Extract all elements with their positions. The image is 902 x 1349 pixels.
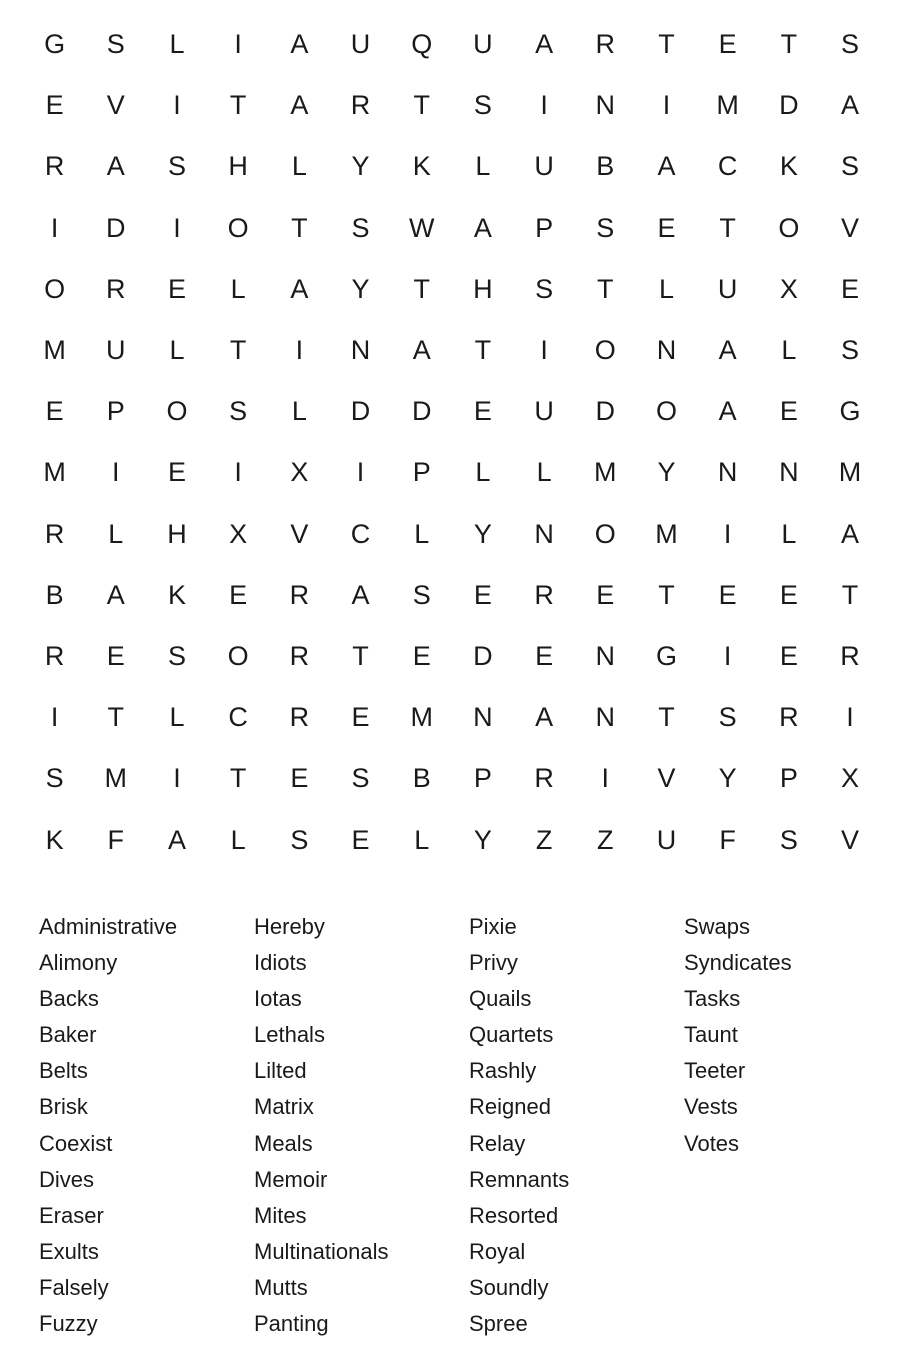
grid-letter[interactable]: I bbox=[540, 335, 548, 366]
grid-letter[interactable]: T bbox=[658, 702, 675, 733]
grid-letter[interactable]: T bbox=[229, 335, 247, 366]
grid-letter[interactable]: S bbox=[351, 763, 370, 794]
grid-letter[interactable]: G bbox=[839, 396, 861, 427]
grid-letter[interactable]: R bbox=[595, 29, 616, 60]
grid-letter[interactable]: E bbox=[473, 579, 492, 610]
grid-letter[interactable]: N bbox=[473, 702, 493, 733]
grid-letter[interactable]: F bbox=[107, 824, 125, 855]
grid-letter[interactable]: N bbox=[779, 457, 799, 488]
grid-letter[interactable]: E bbox=[45, 90, 64, 121]
grid-letter[interactable]: T bbox=[107, 702, 125, 733]
grid-letter[interactable]: U bbox=[717, 273, 738, 304]
grid-letter[interactable]: E bbox=[229, 579, 248, 610]
grid-letter[interactable]: I bbox=[540, 90, 548, 121]
grid-letter[interactable]: C bbox=[717, 151, 738, 182]
grid-letter[interactable]: V bbox=[841, 212, 860, 243]
grid-letter[interactable]: N bbox=[595, 90, 616, 121]
grid-letter[interactable]: E bbox=[351, 824, 370, 855]
grid-letter[interactable]: S bbox=[596, 212, 615, 243]
grid-letter[interactable]: S bbox=[351, 212, 370, 243]
grid-letter[interactable]: F bbox=[719, 824, 736, 855]
grid-letter[interactable]: E bbox=[351, 702, 370, 733]
grid-letter[interactable]: H bbox=[473, 273, 493, 304]
grid-letter[interactable]: V bbox=[841, 824, 860, 855]
word-list-item: Quartets bbox=[469, 1022, 554, 1048]
grid-letter[interactable]: I bbox=[50, 702, 59, 733]
grid-letter[interactable]: N bbox=[350, 335, 371, 366]
grid-letter[interactable]: R bbox=[534, 579, 554, 610]
grid-letter[interactable]: D bbox=[779, 90, 799, 121]
grid-letter[interactable]: S bbox=[106, 29, 125, 60]
word-list-item: Pixie bbox=[469, 914, 517, 939]
grid-letter[interactable]: S bbox=[167, 640, 186, 671]
grid-letter[interactable]: I bbox=[295, 335, 304, 366]
grid-letter[interactable]: A bbox=[535, 702, 554, 733]
grid-letter[interactable]: L bbox=[475, 151, 491, 182]
grid-letter[interactable]: N bbox=[656, 335, 677, 366]
grid-letter[interactable]: I bbox=[173, 763, 181, 794]
grid-letter[interactable]: O bbox=[594, 335, 616, 366]
grid-letter[interactable]: T bbox=[229, 90, 247, 121]
grid-letter[interactable]: M bbox=[716, 90, 739, 121]
word-list-item: Administrative bbox=[39, 914, 178, 939]
grid-letter[interactable]: H bbox=[167, 518, 187, 549]
grid-letter[interactable]: T bbox=[658, 29, 675, 60]
word-list-item: Soundly bbox=[469, 1274, 549, 1300]
grid-letter[interactable]: L bbox=[169, 335, 185, 366]
grid-letter[interactable]: A bbox=[473, 212, 492, 243]
word-list-item: Coexist bbox=[39, 1130, 113, 1156]
grid-letter[interactable]: R bbox=[534, 763, 554, 794]
grid-letter[interactable]: I bbox=[234, 457, 242, 488]
word-list-item: Brisk bbox=[39, 1094, 88, 1120]
grid-letter[interactable]: A bbox=[167, 824, 186, 855]
word-list-item: Falsely bbox=[39, 1274, 109, 1300]
grid-letter[interactable]: E bbox=[290, 763, 309, 794]
grid-letter[interactable]: N bbox=[534, 518, 554, 549]
grid-letter[interactable]: M bbox=[43, 335, 66, 366]
grid-letter[interactable]: V bbox=[657, 763, 676, 794]
grid-letter[interactable]: K bbox=[779, 151, 798, 182]
grid-letter[interactable]: U bbox=[473, 29, 493, 60]
grid-letter[interactable]: A bbox=[290, 29, 309, 60]
word-list-item: Royal bbox=[469, 1238, 526, 1264]
word-list-item: Eraser bbox=[39, 1202, 104, 1228]
grid-letter[interactable]: L bbox=[169, 29, 185, 60]
word-list-item: Mites bbox=[254, 1202, 307, 1228]
grid-letter[interactable]: P bbox=[106, 396, 125, 427]
word-list-item: Vests bbox=[684, 1094, 738, 1120]
grid-letter[interactable]: L bbox=[414, 824, 430, 855]
word-list-item: Memoir bbox=[254, 1166, 328, 1192]
word-list-item: Belts bbox=[39, 1058, 88, 1084]
grid-letter[interactable]: S bbox=[229, 396, 248, 427]
grid-letter[interactable]: N bbox=[595, 640, 616, 671]
grid-letter[interactable]: A bbox=[351, 579, 370, 610]
word-list-column bbox=[469, 909, 684, 1342]
word-list-item: Teeter bbox=[684, 1058, 746, 1084]
word-list-item: Relay bbox=[469, 1130, 526, 1156]
word-list-item: Taunt bbox=[684, 1022, 738, 1048]
grid-letter[interactable]: O bbox=[594, 518, 616, 549]
grid-letter[interactable]: M bbox=[594, 457, 617, 488]
grid-letter[interactable]: V bbox=[290, 518, 309, 549]
grid-letter[interactable]: S bbox=[473, 90, 492, 121]
grid-letter[interactable]: I bbox=[234, 29, 242, 60]
grid-letter[interactable]: K bbox=[167, 579, 186, 610]
grid-letter[interactable]: L bbox=[169, 702, 185, 733]
grid-letter[interactable]: T bbox=[597, 273, 614, 304]
grid-letter[interactable]: E bbox=[718, 29, 737, 60]
grid-letter[interactable]: U bbox=[534, 396, 554, 427]
grid-letter[interactable]: R bbox=[44, 151, 65, 182]
grid-letter[interactable]: O bbox=[44, 273, 66, 304]
grid-letter[interactable]: A bbox=[657, 151, 676, 182]
grid-letter[interactable]: E bbox=[718, 579, 737, 610]
grid-letter[interactable]: O bbox=[227, 212, 249, 243]
grid-letter[interactable]: S bbox=[412, 579, 431, 610]
grid-letter[interactable]: B bbox=[596, 151, 615, 182]
grid-letter[interactable]: A bbox=[412, 335, 431, 366]
word-list-item: Backs bbox=[39, 986, 99, 1012]
grid-letter[interactable]: T bbox=[719, 212, 736, 243]
grid-letter[interactable]: L bbox=[781, 335, 797, 366]
grid-letter[interactable]: A bbox=[290, 90, 309, 121]
grid-letter[interactable]: E bbox=[106, 640, 125, 671]
grid-letter[interactable]: S bbox=[535, 273, 554, 304]
word-list-item: Exults bbox=[39, 1238, 99, 1264]
grid-letter[interactable]: I bbox=[173, 212, 181, 243]
grid-letter[interactable]: M bbox=[410, 702, 433, 733]
grid-letter[interactable]: S bbox=[841, 29, 860, 60]
grid-letter[interactable]: I bbox=[50, 212, 59, 243]
grid-letter[interactable]: Y bbox=[351, 273, 370, 304]
grid-letter[interactable]: S bbox=[841, 151, 860, 182]
grid-letter[interactable]: R bbox=[289, 702, 310, 733]
grid-letter[interactable]: I bbox=[723, 518, 732, 549]
grid-letter[interactable]: P bbox=[535, 212, 554, 243]
grid-letter[interactable]: T bbox=[352, 640, 369, 671]
grid-letter[interactable]: M bbox=[43, 457, 66, 488]
word-list-item: Lethals bbox=[254, 1022, 325, 1048]
grid-letter[interactable]: S bbox=[841, 335, 860, 366]
grid-letter[interactable]: O bbox=[655, 396, 677, 427]
grid-letter[interactable]: I bbox=[601, 763, 610, 794]
grid-letter[interactable]: A bbox=[841, 518, 860, 549]
grid-letter[interactable]: Q bbox=[411, 29, 433, 60]
word-list-item: Votes bbox=[684, 1130, 740, 1156]
word-list-item: Quails bbox=[469, 986, 532, 1012]
word-list-item: Panting bbox=[254, 1311, 329, 1337]
grid-letter[interactable]: E bbox=[535, 640, 554, 671]
grid-letter[interactable]: Z bbox=[597, 824, 614, 855]
grid-letter[interactable]: L bbox=[108, 518, 124, 549]
grid-letter[interactable]: L bbox=[230, 273, 246, 304]
grid-letter[interactable]: L bbox=[658, 273, 674, 304]
grid-letter[interactable]: O bbox=[778, 212, 800, 243]
grid-letter[interactable]: R bbox=[106, 273, 126, 304]
grid-letter[interactable]: A bbox=[535, 29, 554, 60]
grid-letter[interactable]: A bbox=[718, 396, 737, 427]
grid-letter[interactable]: S bbox=[290, 824, 309, 855]
grid-letter[interactable]: B bbox=[412, 763, 431, 794]
letter-grid bbox=[24, 14, 880, 871]
grid-letter[interactable]: V bbox=[106, 90, 125, 121]
grid-letter[interactable]: O bbox=[227, 640, 249, 671]
grid-letter[interactable]: L bbox=[291, 151, 307, 182]
grid-letter[interactable]: E bbox=[45, 396, 64, 427]
grid-letter[interactable]: D bbox=[411, 396, 432, 427]
word-list-item: Iotas bbox=[254, 986, 302, 1012]
grid-letter[interactable]: S bbox=[45, 763, 64, 794]
grid-letter[interactable]: X bbox=[290, 457, 309, 488]
grid-letter[interactable]: I bbox=[173, 90, 181, 121]
grid-letter[interactable]: L bbox=[230, 824, 246, 855]
grid-letter[interactable]: R bbox=[44, 640, 65, 671]
grid-letter[interactable]: C bbox=[350, 518, 371, 549]
grid-letter[interactable]: E bbox=[779, 396, 798, 427]
grid-letter[interactable]: T bbox=[229, 763, 247, 794]
grid-letter[interactable]: M bbox=[104, 763, 128, 794]
word-list-column bbox=[254, 909, 469, 1342]
grid-letter[interactable]: T bbox=[841, 579, 859, 610]
word-list-item: Baker bbox=[39, 1022, 97, 1048]
word-list-item: Hereby bbox=[254, 914, 325, 939]
grid-letter[interactable]: D bbox=[473, 640, 493, 671]
grid-letter[interactable]: Z bbox=[535, 824, 553, 855]
word-list-item: Mutts bbox=[254, 1274, 308, 1300]
word-list-item: Alimony bbox=[39, 950, 118, 976]
grid-letter[interactable]: X bbox=[841, 763, 860, 794]
grid-letter[interactable]: L bbox=[414, 518, 430, 549]
grid-letter[interactable]: A bbox=[290, 273, 309, 304]
grid-letter[interactable]: R bbox=[840, 640, 860, 671]
grid-letter[interactable]: P bbox=[779, 763, 798, 794]
grid-letter[interactable]: R bbox=[289, 640, 310, 671]
grid-letter[interactable]: E bbox=[412, 640, 431, 671]
grid-letter[interactable]: U bbox=[534, 151, 554, 182]
grid-letter[interactable]: G bbox=[44, 29, 66, 60]
word-list-column bbox=[39, 909, 254, 1342]
word-list-item: Spree bbox=[469, 1311, 528, 1337]
word-list-item: Lilted bbox=[254, 1058, 307, 1084]
grid-letter[interactable]: B bbox=[45, 579, 64, 610]
grid-letter[interactable]: L bbox=[291, 396, 307, 427]
word-list-item: Tasks bbox=[684, 986, 741, 1012]
grid-letter[interactable]: P bbox=[473, 763, 492, 794]
word-list-item: Meals bbox=[254, 1130, 313, 1156]
grid-letter[interactable]: U bbox=[106, 335, 126, 366]
grid-letter[interactable]: X bbox=[229, 518, 248, 549]
grid-letter[interactable]: E bbox=[167, 273, 186, 304]
grid-letter[interactable]: E bbox=[779, 640, 798, 671]
grid-letter[interactable]: R bbox=[289, 579, 310, 610]
grid-letter[interactable]: T bbox=[658, 579, 675, 610]
grid-letter[interactable]: T bbox=[413, 90, 430, 121]
word-list-item: Reigned bbox=[469, 1094, 551, 1120]
grid-letter[interactable]: A bbox=[718, 335, 737, 366]
grid-letter[interactable]: A bbox=[106, 151, 125, 182]
word-list-item: Dives bbox=[39, 1166, 95, 1192]
grid-letter[interactable]: K bbox=[45, 824, 64, 855]
grid-letter[interactable]: I bbox=[356, 457, 365, 488]
grid-letter[interactable]: O bbox=[166, 396, 188, 427]
grid-letter[interactable]: S bbox=[779, 824, 798, 855]
grid-letter[interactable]: M bbox=[838, 457, 862, 488]
grid-letter[interactable]: X bbox=[779, 273, 798, 304]
grid-letter[interactable]: E bbox=[841, 273, 860, 304]
grid-letter[interactable]: A bbox=[106, 579, 125, 610]
word-list-item: Swaps bbox=[684, 914, 751, 939]
grid-letter[interactable]: G bbox=[655, 640, 677, 671]
grid-letter[interactable]: R bbox=[350, 90, 371, 121]
word-list-item: Remnants bbox=[469, 1166, 570, 1192]
word-list bbox=[39, 909, 899, 1342]
grid-letter[interactable]: N bbox=[717, 457, 738, 488]
grid-letter[interactable]: I bbox=[723, 640, 732, 671]
word-list-item: Multinationals bbox=[254, 1238, 389, 1264]
grid-letter[interactable]: I bbox=[662, 90, 671, 121]
word-list-item: Fuzzy bbox=[39, 1311, 98, 1337]
grid-letter[interactable]: M bbox=[655, 518, 678, 549]
grid-letter[interactable]: E bbox=[473, 396, 492, 427]
grid-letter[interactable]: K bbox=[412, 151, 431, 182]
grid-letter[interactable]: U bbox=[350, 29, 371, 60]
grid-letter[interactable]: D bbox=[595, 396, 616, 427]
grid-letter[interactable]: P bbox=[412, 457, 431, 488]
grid-letter[interactable]: T bbox=[291, 212, 308, 243]
word-list-item: Idiots bbox=[254, 950, 307, 976]
grid-letter[interactable]: Y bbox=[473, 518, 492, 549]
word-list-item: Matrix bbox=[254, 1094, 314, 1120]
grid-letter[interactable]: I bbox=[846, 702, 854, 733]
grid-letter[interactable]: L bbox=[781, 518, 797, 549]
grid-letter[interactable]: T bbox=[474, 335, 492, 366]
grid-letter[interactable]: E bbox=[779, 579, 798, 610]
grid-letter[interactable]: T bbox=[780, 29, 798, 60]
grid-letter[interactable]: D bbox=[106, 212, 126, 243]
grid-letter[interactable]: C bbox=[228, 702, 248, 733]
grid-letter[interactable]: R bbox=[44, 518, 65, 549]
grid-letter[interactable]: L bbox=[536, 457, 552, 488]
word-list-item: Privy bbox=[469, 950, 518, 976]
grid-letter[interactable]: T bbox=[413, 273, 430, 304]
grid-letter[interactable]: L bbox=[475, 457, 491, 488]
grid-letter[interactable]: I bbox=[112, 457, 120, 488]
grid-letter[interactable]: Y bbox=[657, 457, 676, 488]
word-list-item: Rashly bbox=[469, 1058, 537, 1084]
grid-letter[interactable]: D bbox=[350, 396, 371, 427]
word-list-item: Resorted bbox=[469, 1202, 559, 1228]
word-list-column bbox=[684, 909, 899, 1342]
grid-letter[interactable]: E bbox=[657, 212, 676, 243]
word-list-item: Syndicates bbox=[684, 950, 792, 976]
grid-letter[interactable]: S bbox=[167, 151, 186, 182]
grid-letter[interactable]: E bbox=[167, 457, 186, 488]
grid-letter[interactable]: H bbox=[228, 151, 248, 182]
grid-letter[interactable]: A bbox=[841, 90, 860, 121]
grid-letter[interactable]: Y bbox=[473, 824, 492, 855]
grid-letter[interactable]: Y bbox=[351, 151, 370, 182]
grid-letter[interactable]: E bbox=[596, 579, 615, 610]
grid-letter[interactable]: W bbox=[408, 212, 435, 243]
grid-letter[interactable]: Y bbox=[718, 763, 737, 794]
grid-letter[interactable]: R bbox=[779, 702, 799, 733]
grid-letter[interactable]: N bbox=[595, 702, 616, 733]
grid-letter[interactable]: U bbox=[656, 824, 677, 855]
grid-letter[interactable]: S bbox=[718, 702, 737, 733]
